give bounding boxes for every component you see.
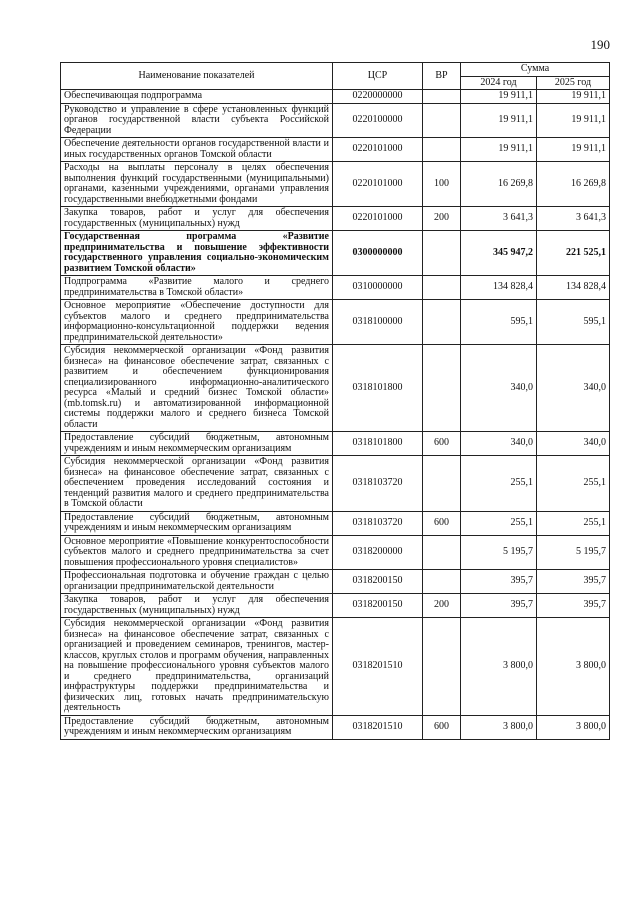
row-name-cell: Закупка товаров, работ и услуг для обеспечения государственных (муниципальных) нужд — [61, 594, 333, 618]
row-vr-cell — [423, 103, 461, 138]
row-csr-cell: 0318101800 — [333, 432, 423, 456]
row-2025-cell: 16 269,8 — [537, 162, 610, 207]
row-csr-cell: 0220101000 — [333, 207, 423, 231]
row-vr-cell — [423, 300, 461, 345]
table-row — [61, 345, 610, 432]
row-2024-cell: 5 195,7 — [461, 535, 537, 570]
row-vr-cell — [423, 138, 461, 162]
row-2024-cell: 19 911,1 — [461, 138, 537, 162]
row-2025-cell: 340,0 — [537, 345, 610, 432]
row-vr-cell: 100 — [423, 162, 461, 207]
row-2025-cell: 395,7 — [537, 570, 610, 594]
row-name-cell: Субсидия некоммерческой организации «Фонд развития бизнеса» на финансовое обеспечение затрат, связанных с обеспечением проведения исследований состояния и тенденций развития малого и среднего предпринимательства в Томской области — [61, 456, 333, 512]
row-2025-cell: 19 911,1 — [537, 138, 610, 162]
row-vr-cell — [423, 231, 461, 276]
row-2024-cell: 340,0 — [461, 432, 537, 456]
table-row — [61, 138, 610, 162]
row-vr-cell: 600 — [423, 511, 461, 535]
table-row — [61, 162, 610, 207]
row-2024-cell: 134 828,4 — [461, 276, 537, 300]
row-csr-cell: 0300000000 — [333, 231, 423, 276]
row-vr-cell: 200 — [423, 594, 461, 618]
row-vr-cell: 600 — [423, 432, 461, 456]
row-2025-cell: 595,1 — [537, 300, 610, 345]
table-row — [61, 535, 610, 570]
row-vr-cell — [423, 570, 461, 594]
table-row — [61, 276, 610, 300]
table-row — [61, 90, 610, 104]
row-2025-cell: 3 800,0 — [537, 715, 610, 739]
budget-table — [60, 62, 610, 740]
row-csr-cell: 0318101800 — [333, 345, 423, 432]
row-2025-cell: 5 195,7 — [537, 535, 610, 570]
header-csr: ЦСР — [333, 63, 423, 90]
row-2024-cell: 16 269,8 — [461, 162, 537, 207]
row-name-cell: Предоставление субсидий бюджетным, автономным учреждениям и иным некоммерческим организациям — [61, 511, 333, 535]
row-csr-cell: 0318201510 — [333, 618, 423, 716]
row-csr-cell: 0318200150 — [333, 594, 423, 618]
row-csr-cell: 0220100000 — [333, 103, 423, 138]
row-name-cell: Основное мероприятие «Обеспечение доступности для субъектов малого и среднего предпринимательства информационно-консультационной поддержки ведения предпринимательской деятельности» — [61, 300, 333, 345]
table-row — [61, 594, 610, 618]
row-name-cell: Предоставление субсидий бюджетным, автономным учреждениям и иным некоммерческим организациям — [61, 715, 333, 739]
header-vr: ВР — [423, 63, 461, 90]
row-name-cell: Профессиональная подготовка и обучение граждан с целью организации предпринимательской деятельности — [61, 570, 333, 594]
row-2024-cell: 255,1 — [461, 456, 537, 512]
row-name-cell: Субсидия некоммерческой организации «Фонд развития бизнеса» на финансовое обеспечение затрат, связанных с развитием и обеспечением функционирования специализированного информационно-аналитического ресурса «Малый и средний бизнес Томской области» (mb.tomsk.ru) и автоматизированной информационной системы поддержки малого и среднего бизнеса Томской области — [61, 345, 333, 432]
row-name-cell: Закупка товаров, работ и услуг для обеспечения государственных (муниципальных) нужд — [61, 207, 333, 231]
table-row — [61, 103, 610, 138]
row-2024-cell: 19 911,1 — [461, 90, 537, 104]
page-number: 190 — [590, 37, 610, 52]
row-vr-cell — [423, 618, 461, 716]
row-vr-cell: 600 — [423, 715, 461, 739]
row-vr-cell — [423, 90, 461, 104]
table-row — [61, 456, 610, 512]
row-name-cell: Предоставление субсидий бюджетным, автономным учреждениям и иным некоммерческим организациям — [61, 432, 333, 456]
row-2024-cell: 3 800,0 — [461, 618, 537, 716]
row-name-cell: Расходы на выплаты персоналу в целях обеспечения выполнения функций государственными (муниципальными) органами, казенными учреждениями, органами управления государственными внебюджетными фондами — [61, 162, 333, 207]
row-csr-cell: 0220101000 — [333, 162, 423, 207]
row-name-cell: Обеспечение деятельности органов государственной власти и иных государственных органов Томской области — [61, 138, 333, 162]
header-sum: Сумма — [461, 63, 610, 77]
header-row — [61, 63, 610, 77]
row-csr-cell: 0318103720 — [333, 456, 423, 512]
row-name-cell: Основное мероприятие «Повышение конкурентоспособности субъектов малого и среднего предпринимательства за счет повышения профессионального уровня специалистов» — [61, 535, 333, 570]
row-csr-cell: 0318100000 — [333, 300, 423, 345]
row-2025-cell: 134 828,4 — [537, 276, 610, 300]
row-csr-cell: 0318200150 — [333, 570, 423, 594]
header-name: Наименование показателей — [61, 63, 333, 90]
row-2024-cell: 345 947,2 — [461, 231, 537, 276]
row-name-cell: Государственная программа «Развитие предпринимательства и повышение эффективности государственного управления социально-экономическим развитием Томской области» — [61, 231, 333, 276]
row-csr-cell: 0318201510 — [333, 715, 423, 739]
row-csr-cell: 0220101000 — [333, 138, 423, 162]
row-csr-cell: 0220000000 — [333, 90, 423, 104]
row-vr-cell — [423, 345, 461, 432]
row-vr-cell — [423, 456, 461, 512]
row-2024-cell: 3 800,0 — [461, 715, 537, 739]
header-year-2024: 2024 год — [461, 76, 537, 90]
row-2025-cell: 340,0 — [537, 432, 610, 456]
table-body — [61, 90, 610, 740]
row-2024-cell: 395,7 — [461, 594, 537, 618]
row-2025-cell: 395,7 — [537, 594, 610, 618]
row-2025-cell: 255,1 — [537, 511, 610, 535]
row-2024-cell: 395,7 — [461, 570, 537, 594]
row-csr-cell: 0310000000 — [333, 276, 423, 300]
row-2025-cell: 19 911,1 — [537, 90, 610, 104]
row-2024-cell: 595,1 — [461, 300, 537, 345]
row-2024-cell: 255,1 — [461, 511, 537, 535]
row-2025-cell: 255,1 — [537, 456, 610, 512]
table-row — [61, 231, 610, 276]
row-2025-cell: 19 911,1 — [537, 103, 610, 138]
table-row — [61, 715, 610, 739]
row-2024-cell: 19 911,1 — [461, 103, 537, 138]
row-2024-cell: 340,0 — [461, 345, 537, 432]
row-2025-cell: 3 641,3 — [537, 207, 610, 231]
table-row — [61, 432, 610, 456]
table-row — [61, 570, 610, 594]
row-2024-cell: 3 641,3 — [461, 207, 537, 231]
row-name-cell: Подпрограмма «Развитие малого и среднего предпринимательства в Томской области» — [61, 276, 333, 300]
row-2025-cell: 221 525,1 — [537, 231, 610, 276]
table-row — [61, 511, 610, 535]
row-csr-cell: 0318103720 — [333, 511, 423, 535]
table-row — [61, 618, 610, 716]
row-2025-cell: 3 800,0 — [537, 618, 610, 716]
row-vr-cell — [423, 535, 461, 570]
table-row — [61, 207, 610, 231]
row-name-cell: Обеспечивающая подпрограмма — [61, 90, 333, 104]
row-vr-cell: 200 — [423, 207, 461, 231]
row-name-cell: Руководство и управление в сфере установленных функций органов государственной власти субъекта Российской Федерации — [61, 103, 333, 138]
row-name-cell: Субсидия некоммерческой организации «Фонд развития бизнеса» на финансовое обеспечение затрат, связанных с организацией и проведением семинаров, тренингов, мастер-классов, круглых столов и программ обучения, направленных на повышение профессионального уровня субъектов малого и среднего предпринимательства, организаций инфраструктуры поддержки предпринимательства и физических лиц, готовых начать предпринимательскую деятельность — [61, 618, 333, 716]
header-year-2025: 2025 год — [537, 76, 610, 90]
row-vr-cell — [423, 276, 461, 300]
row-csr-cell: 0318200000 — [333, 535, 423, 570]
table-row — [61, 300, 610, 345]
